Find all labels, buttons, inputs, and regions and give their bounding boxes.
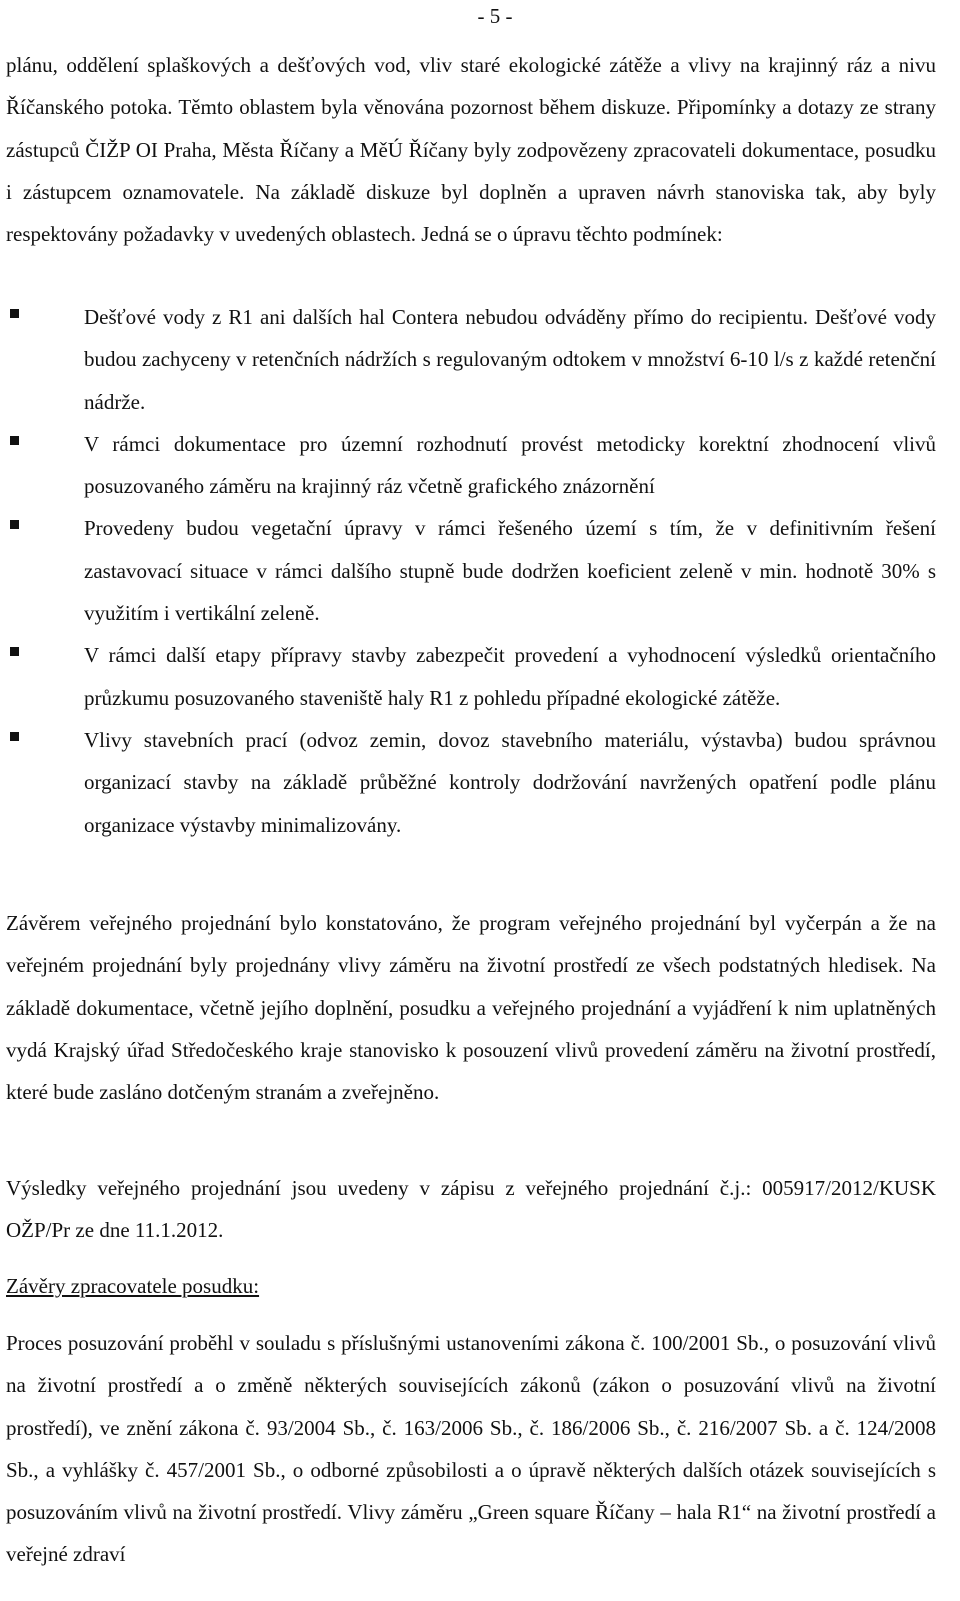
square-bullet-icon: [10, 309, 19, 318]
section-heading: Závěry zpracovatele posudku:: [6, 1274, 260, 1298]
conditions-list: [6, 296, 936, 846]
process-paragraph: Proces posuzování proběhl v souladu s příslušnými ustanoveními zákona č. 100/2001 Sb., o posuzování vlivů na životní prostředí a o změně některých souvisejících zákonů (zákon o posuzování vlivů na životní prostředí), ve znění zákona č. 93/2004 Sb., č. 163/2006 Sb., č. 186/2006 Sb., č. 216/2007 Sb. a č. 124/2008 Sb., a vyhlášky č. 457/2001 Sb., o odborné způsobilosti a o úpravě některých dalších otázek souvisejících s posuzováním vlivů na životní prostředí. Vlivy záměru „Green square Říčany – hala R1“ na životní prostředí a veřejné zdraví: [6, 1331, 936, 1567]
condition-item: [6, 296, 936, 423]
condition-item: [6, 507, 936, 634]
square-bullet-icon: [10, 436, 19, 445]
condition-item: [6, 423, 936, 508]
results-paragraph: Výsledky veřejného projednání jsou uvedeny v zápisu z veřejného projednání č.j.: 005917/2012/KUSK OŽP/Pr ze dne 11.1.2012.: [6, 1176, 936, 1243]
condition-text: V rámci další etapy přípravy stavby zabezpečit provedení a vyhodnocení výsledků orientačního průzkumu posuzovaného staveniště haly R1 z pohledu případné ekologické zátěže.: [84, 643, 936, 710]
square-bullet-icon: [10, 647, 19, 656]
condition-text: Provedeny budou vegetační úpravy v rámci řešeného území s tím, že v definitivním řešení zastavovací situace v rámci dalšího stupně bude dodržen koeficient zeleně v min. hodnotě 30% s využitím i vertikální zeleně.: [84, 516, 936, 626]
square-bullet-icon: [10, 520, 19, 529]
intro-paragraph: plánu, oddělení splaškových a dešťových vod, vliv staré ekologické zátěže a vlivy na krajinný ráz a nivu Říčanského potoka. Těmto oblastem byla věnována pozornost během diskuze. Připomínky a dotazy ze strany zástupců ČIŽP OI Praha, Města Říčany a MěÚ Říčany byly zodpovězeny zpracovateli dokumentace, posudku i zástupcem oznamovatele. Na základě diskuze byl doplněn a upraven návrh stanoviska tak, aby byly respektovány požadavky v uvedených oblastech. Jedná se o úpravu těchto podmínek:: [6, 53, 936, 247]
condition-item: [6, 634, 936, 719]
condition-text: V rámci dokumentace pro územní rozhodnutí provést metodicky korektní zhodnocení vlivů posuzovaného záměru na krajinný ráz včetně grafického znázornění: [84, 431, 936, 499]
condition-item: [6, 719, 936, 846]
conclusion-paragraph: Závěrem veřejného projednání bylo konstatováno, že program veřejného projednání byl vyčerpán a že na veřejném projednání byly projednány vlivy záměru na životní prostředí ze všech podstatných hledisek. Na základě dokumentace, včetně jejího doplnění, posudku a veřejného projednání a vyjádření k nim uplatněných vydá Krajský úřad Středočeského kraje stanovisko k posouzení vlivů provedení záměru na životní prostředí, které bude zasláno dotčeným stranám a zveřejněno.: [6, 911, 936, 1105]
square-bullet-icon: [10, 732, 19, 741]
page-number: - 5 -: [477, 4, 513, 28]
condition-text: Dešťové vody z R1 ani dalších hal Contera nebudou odváděny přímo do recipientu. Dešťové vody budou zachyceny v retenčních nádržích s regulovaným odtokem v množství 6-10 l/s z každé retenční nádrže.: [84, 305, 936, 414]
condition-text: Vlivy stavebních prací (odvoz zemin, dovoz stavebního materiálu, výstavba) budou správnou organizací stavby na základě průběžné kontroly dodržování navržených opatření podle plánu organizace výstavby minimalizovány.: [84, 727, 936, 837]
